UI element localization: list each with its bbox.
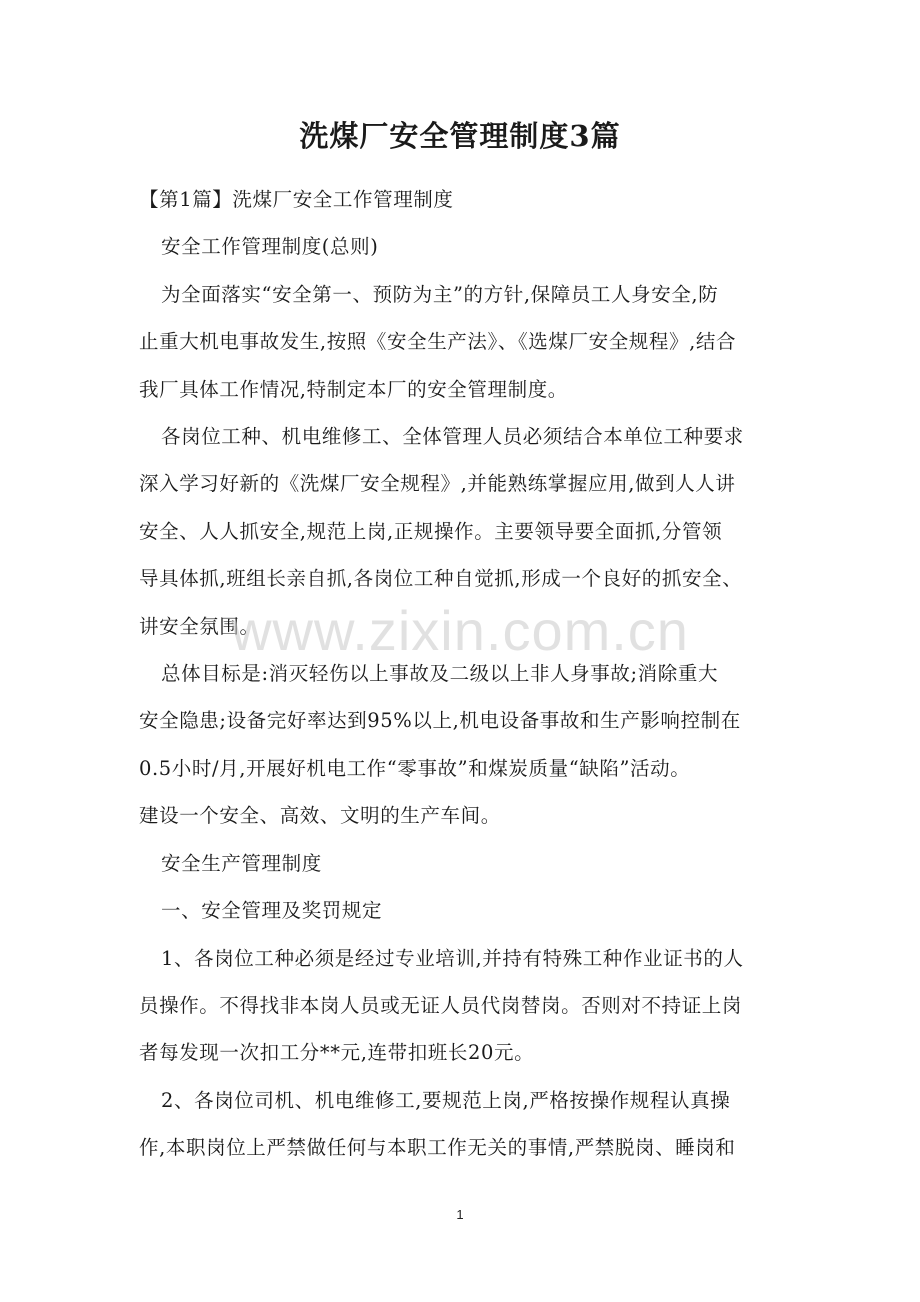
paragraph-line: 我厂具体工作情况,特制定本厂的安全管理制度。 bbox=[139, 377, 568, 401]
paragraph bbox=[139, 1077, 789, 1172]
paragraph-line: 0.5小时/月,开展好机电工作“零事故”和煤炭质量“缺陷”活动。 bbox=[139, 756, 691, 780]
paragraph-line: 总体目标是:消灭轻伤以上事故及二级以上非人身事故;消除重大 bbox=[161, 662, 719, 686]
paragraph bbox=[139, 271, 789, 413]
paragraph-list bbox=[139, 223, 789, 1171]
paragraph bbox=[139, 223, 789, 270]
section-heading bbox=[139, 176, 789, 223]
section-heading-text: 【第1篇】洗煤厂安全工作管理制度 bbox=[139, 188, 454, 211]
paragraph-line: 作,本职岗位上严禁做任何与本职工作无关的事情,严禁脱岗、睡岗和 bbox=[139, 1136, 736, 1160]
paragraph-line: 讲安全氛围。 bbox=[139, 614, 260, 638]
paragraph-line: 安全工作管理制度(总则) bbox=[161, 235, 379, 259]
paragraph-line: 安全、人人抓安全,规范上岗,正规操作。主要领导要全面抓,分管领 bbox=[139, 519, 723, 543]
paragraph-line: 安全生产管理制度 bbox=[161, 851, 322, 875]
watermark: www.zixin.com.cn bbox=[231, 599, 689, 662]
paragraph bbox=[139, 650, 789, 840]
paragraph bbox=[139, 840, 789, 887]
paragraph-line: 一、安全管理及奖罚规定 bbox=[161, 899, 383, 923]
paragraph-line: 深入学习好新的《洗煤厂安全规程》,并能熟练掌握应用,做到人人讲 bbox=[139, 472, 736, 496]
paragraph-line: 者每发现一次扣工分**元,连带扣班长20元。 bbox=[139, 1041, 535, 1065]
paragraph-line: 止重大机电事故发生,按照《安全生产法》、《选煤厂安全规程》,结合 bbox=[139, 330, 737, 354]
document-title: 洗煤厂安全管理制度3篇 bbox=[299, 119, 621, 153]
paragraph bbox=[139, 935, 789, 1077]
paragraph-line: 导具体抓,班组长亲自抓,各岗位工种自觉抓,形成一个良好的抓安全、 bbox=[139, 567, 743, 591]
paragraph-line: 建设一个安全、高效、文明的生产车间。 bbox=[139, 804, 501, 828]
paragraph-line: 2、各岗位司机、机电维修工,要规范上岗,严格按操作规程认真操 bbox=[161, 1088, 731, 1112]
paragraph bbox=[139, 413, 789, 650]
paragraph-line: 为全面落实“安全第一、预防为主”的方针,保障员工人身安全,防 bbox=[161, 282, 719, 306]
paragraph bbox=[139, 887, 789, 934]
paragraph-line: 安全隐患;设备完好率达到95%以上,机电设备事故和生产影响控制在 bbox=[139, 709, 741, 733]
document-body bbox=[139, 176, 789, 1172]
paragraph-line: 各岗位工种、机电维修工、全体管理人员必须结合本单位工种要求 bbox=[161, 425, 744, 449]
page-number: 1 bbox=[456, 1207, 464, 1222]
paragraph-line: 员操作。不得找非本岗人员或无证人员代岗替岗。否则对不持证上岗 bbox=[139, 993, 743, 1017]
paragraph-line: 1、各岗位工种必须是经过专业培训,并持有特殊工种作业证书的人 bbox=[161, 946, 744, 970]
